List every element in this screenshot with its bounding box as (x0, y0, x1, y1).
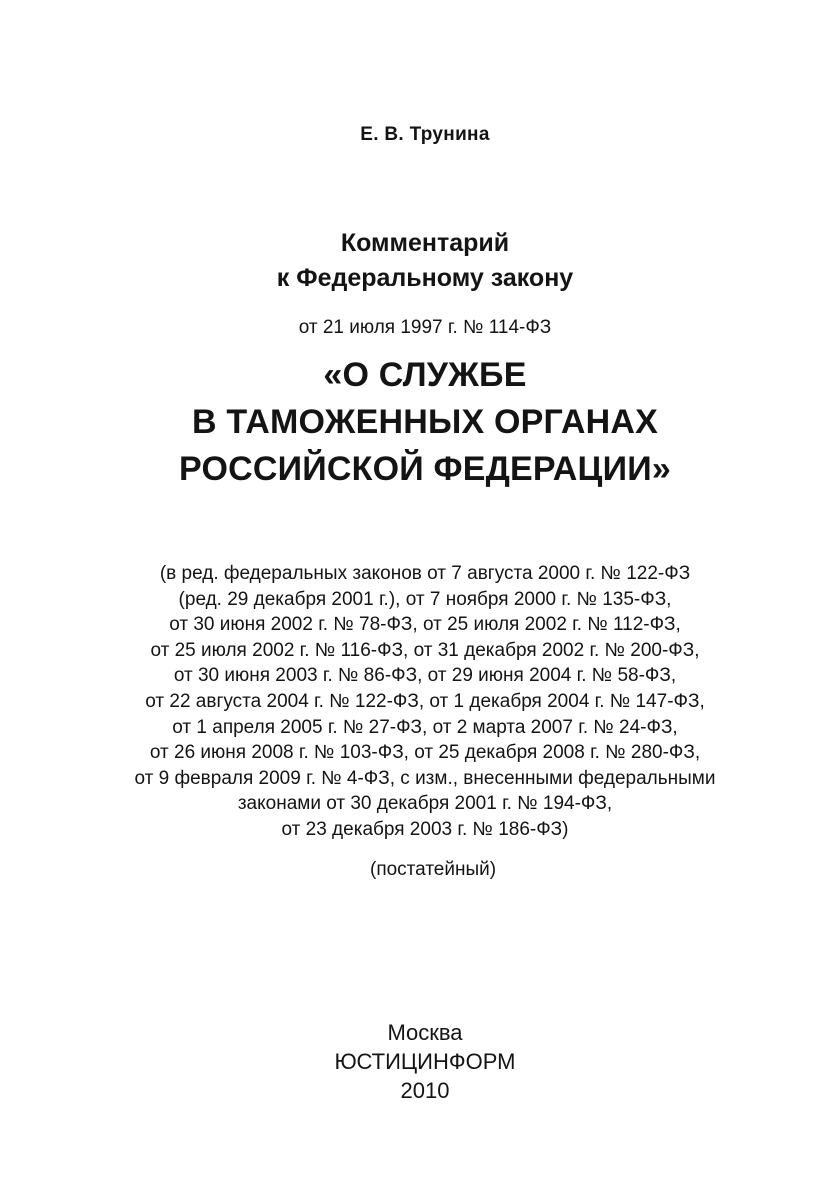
amendment-line: от 30 июня 2003 г. № 86-ФЗ, от 29 июня 2004 г. № 58-ФЗ, (173, 665, 677, 687)
law-title-line: РОССИЙСКОЙ ФЕДЕРАЦИИ» (179, 450, 671, 488)
commentary-title-line: Комментарий (340, 229, 510, 257)
law-date-number: от 21 июля 1997 г. № 114-ФЗ (298, 317, 552, 338)
amendment-line: от 1 апреля 2005 г. № 27-ФЗ, от 2 марта 2007 г. № 24-ФЗ, (172, 716, 678, 738)
amendment-line: от 30 июня 2002 г. № 78-ФЗ, от 25 июля 2002 г. № 112-ФЗ, (169, 614, 681, 636)
imprint (0, 1018, 827, 1105)
amendment-line: (ред. 29 декабря 2001 г.), от 7 ноября 2000 г. № 135-ФЗ, (178, 588, 672, 610)
imprint-year: 2010 (400, 1078, 450, 1103)
amendment-line: (в ред. федеральных законов от 7 августа 2000 г. № 122-ФЗ (159, 563, 691, 584)
article-by-article-note: (постатейный) (370, 859, 497, 880)
author-name: Е. В. Трунина (360, 124, 490, 145)
imprint-publisher: ЮСТИЦИНФОРМ (334, 1049, 516, 1074)
commentary-title (0, 226, 827, 296)
amendment-line: от 26 июня 2008 г. № 103-ФЗ, от 25 декабря 2008 г. № 280-ФЗ, (149, 742, 701, 764)
amendments-list (0, 561, 827, 843)
amendment-line: законами от 30 декабря 2001 г. № 194-ФЗ, (237, 793, 613, 815)
commentary-title-line: к Федеральному закону (276, 264, 574, 292)
law-title-line: В ТАМОЖЕННЫХ ОРГАНАХ (191, 403, 659, 441)
amendment-line: от 23 декабря 2003 г. № 186-ФЗ) (281, 818, 569, 840)
imprint-city: Москва (387, 1020, 463, 1045)
amendment-line: от 22 августа 2004 г. № 122-ФЗ, от 1 декабря 2004 г. № 147-ФЗ, (145, 690, 705, 712)
amendment-line: от 25 июля 2002 г. № 116-ФЗ, от 31 декабря 2002 г. № 200-ФЗ, (150, 639, 700, 661)
amendment-line: от 9 февраля 2009 г. № 4-ФЗ, с изм., внесенными федеральными (134, 767, 716, 789)
law-title (0, 352, 827, 493)
law-title-line: «О СЛУЖБЕ (323, 356, 527, 394)
